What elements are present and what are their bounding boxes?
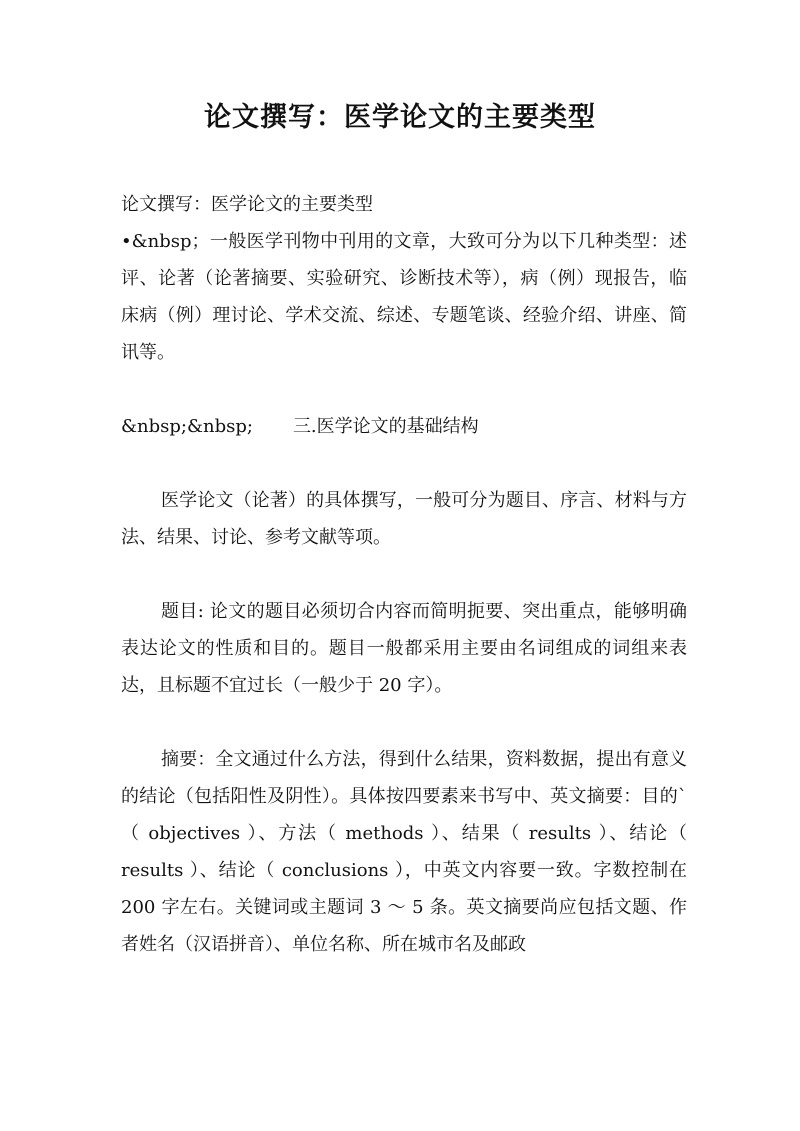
section-heading: 三.医学论文的基础结构	[292, 416, 479, 437]
document-body	[121, 186, 687, 963]
page-title: 论文撰写：医学论文的主要类型	[204, 102, 596, 133]
abstract-paragraph: 摘要：全文通过什么方法，得到什么结果，资料数据，提出有意义的结论（包括阳性及阴性）。具体按四要素来书写中、英文摘要：目的`（ objectives ）、方法（ methods ）、结果（ results ）、结论（ results ）、结论（ conclusions ），中英文内容要一致。字数控制在 200 字左右。关键词或主题词 3 ～ 5 条。英文摘要尚应包括文题、作者姓名（汉语拼音）、单位名称、所在城市名及邮政	[121, 749, 687, 955]
section-heading-line	[121, 408, 687, 445]
paragraph-gap	[121, 556, 687, 593]
paragraph-gap	[121, 371, 687, 408]
intro-title: 论文撰写：医学论文的主要类型	[121, 194, 373, 215]
title-paragraph: 题目: 论文的题目必须切合内容而简明扼要、突出重点，能够明确表达论文的性质和目的。题目一般都采用主要由名词组成的词组来表达，且标题不宜过长（一般少于 20 字）。	[121, 601, 687, 696]
paragraph-gap	[121, 445, 687, 482]
section-lead: &nbsp;&nbsp;	[121, 416, 253, 437]
intro-paragraph: •&nbsp；一般医学刊物中刊用的文章，大致可分为以下几种类型：述评、论著（论著摘要、实验研究、诊断技术等），病（例）现报告，临床病（例）理讨论、学术交流、综述、专题笔谈、经验介绍、讲座、简讯等。	[121, 231, 687, 363]
structure-paragraph: 医学论文（论著）的具体撰写，一般可分为题目、序言、材料与方法、结果、讨论、参考文献等项。	[121, 490, 687, 548]
paragraph-gap	[121, 704, 687, 741]
